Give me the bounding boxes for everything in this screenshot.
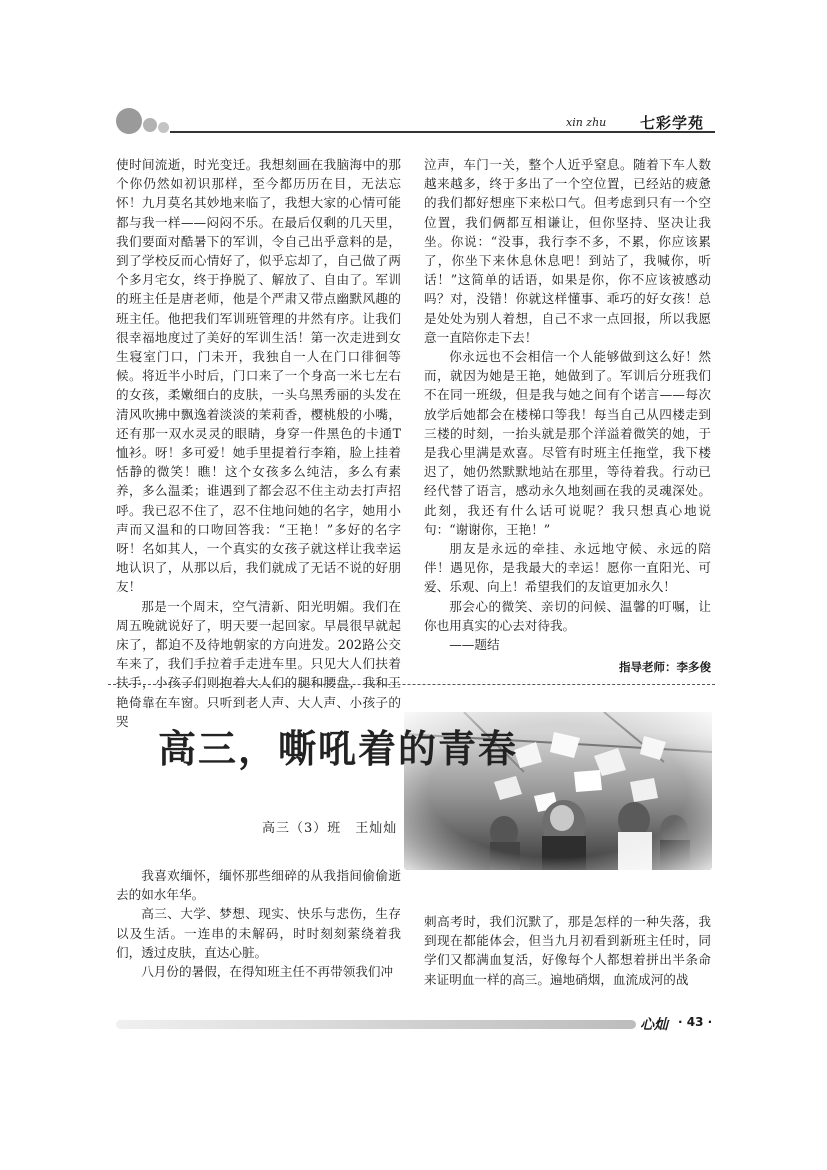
article1-column-right <box>424 155 711 677</box>
section-divider <box>108 684 715 685</box>
article1-column-left <box>116 155 401 731</box>
article1-signoff: ——题结 <box>449 637 500 653</box>
header-circle-small <box>158 122 169 133</box>
article2-byline: 高三（3）班 王灿灿 <box>262 821 398 836</box>
article2-paragraph: 我喜欢缅怀，缅怀那些细碎的从我指间偷偷逝去的如水年华。 <box>116 868 401 903</box>
header-pinyin: xin zhu <box>566 116 607 129</box>
section-title: 七彩学苑 <box>640 114 705 132</box>
footer-bar <box>116 1020 636 1029</box>
page-number: · 43 · <box>678 1015 713 1029</box>
article1-paragraph: 那是一个周末，空气清新、阳光明媚。我们在周五晚就说好了，明天要一起回家。早晨很早就起床了，都迫不及待地朝家的方向进发。202路公交车来了，我们手拉着手走进车里。只见大人们扶着扶手，小孩子们则抱着大人们的腿和腰盘，我和王艳倚靠在车窗。只听到老人声、大人声、小孩子的哭 <box>116 598 401 729</box>
header-circle-large <box>116 108 142 134</box>
article1-paragraph: 使时间流逝，时光变迁。我想刻画在我脑海中的那个你仍然如初识那样，至今都历历在目，无法忘怀！九月莫名其妙地来临了，我想大家的心情可能都与我一样——闷闷不乐。在最后仅剩的几天里，我们要面对酷暑下的军训，令自己出乎意料的是，到了学校反而心情好了，似乎忘却了，自己做了两个多月宅女，终于挣脱了、解放了、自由了。军训的班主任是唐老师，他是个严肃又带点幽默风趣的班主任。他把我们军训班管理的井然有序。让我们很幸福地度过了美好的军训生活！第一次走进到女生寝室门口，门未开，我独自一人在门口徘徊等候。将近半小时后，门口来了一个身高一米七左右的女孩，柔嫩细白的皮肤，一头乌黑秀丽的头发在清风吹拂中飘逸着淡淡的茉莉香，樱桃般的小嘴，还有那一双水灵灵的眼睛，身穿一件黑色的卡通T恤衫。呀！多可爱！她手里提着行李箱，脸上挂着恬静的微笑！瞧！这个女孩多么纯洁，多么有素养，多么温柔；谁遇到了都会忍不住主动去打声招呼。我已忍不住了，忍不住地问她的名字，她用小声而又温和的口吻回答我：“王艳！”多好的名字呀！名如其人，一个真实的女孩子就这样让我幸运地认识了，从那以后，我们就成了无话不说的好朋友！ <box>116 157 401 595</box>
article1-paragraph: 朋友是永远的牵挂、永远地守候、永远的陪伴！遇见你，是我最大的幸运！愿你一直阳光、可爱、乐观、向上！希望我们的友谊更加永久！ <box>424 541 711 595</box>
article2-column-left <box>116 866 401 981</box>
article2-title: 高三，嘶吼着的青春 <box>158 727 519 771</box>
article2-paragraph: 高三、大学、梦想、现实、快乐与悲伤，生存以及生活。一连串的未解码，时时刻刻萦绕着我们，透过皮肤，直达心脏。 <box>116 906 401 960</box>
footer-magazine-name: 心灿 <box>640 1017 668 1033</box>
article2-column-right <box>424 912 711 989</box>
article1-paragraph: 你永远也不会相信一个人能够做到这么好！然而，就因为她是王艳，她做到了。军训后分班我们不在同一班级，但是我与她之间有个诺言——每次放学后她都会在楼梯口等我！每当自己从四楼走到三楼的时刻，一抬头就是那个洋溢着微笑的她，于是我心里满是欢喜。尽管有时班主任拖堂，我下楼迟了，她仍然默默地站在那里，等待着我。行动已经代替了语言，感动永久地刻画在我的灵魂深处。此刻，我还有什么话可说呢？我只想真心地说句：“谢谢你，王艳！” <box>424 349 711 537</box>
teacher-credit: 指导老师：李多俊 <box>619 660 711 675</box>
article1-paragraph: 那会心的微笑、亲切的问候、温馨的叮嘱，让你也用真实的心去对待我。 <box>424 598 711 633</box>
article1-paragraph: 泣声，车门一关，整个人近乎窒息。随着下车人数越来越多，终于多出了一个空位置，已经站的疲惫的我们都好想座下来松口气。但考虑到只有一个空位置，我们俩都互相谦让，但你坚持、坚决让我坐。你说：“没事，我行李不多，不累，你应该累了，你坐下来休息休息吧！到站了，我喊你，听话！”这简单的话语，如果是你，你不应该被感动吗？对，没错！你就这样懂事、乖巧的好女孩！总是处处为别人着想，自己不求一点回报，所以我愿意一直陪你走下去！ <box>424 157 711 345</box>
header-circle-medium <box>143 118 157 132</box>
article2-paragraph: 八月份的暑假，在得知班主任不再带领我们冲 <box>141 964 394 980</box>
header-rule <box>170 131 715 133</box>
article2-paragraph: 刺高考时，我们沉默了，那是怎样的一种失落，我到现在都能体会，但当九月初看到新班主任时，同学们又都满血复活，好像每个人都想着拼出半条命来证明血一样的高三。遍地硝烟，血流成河的战 <box>424 914 711 987</box>
